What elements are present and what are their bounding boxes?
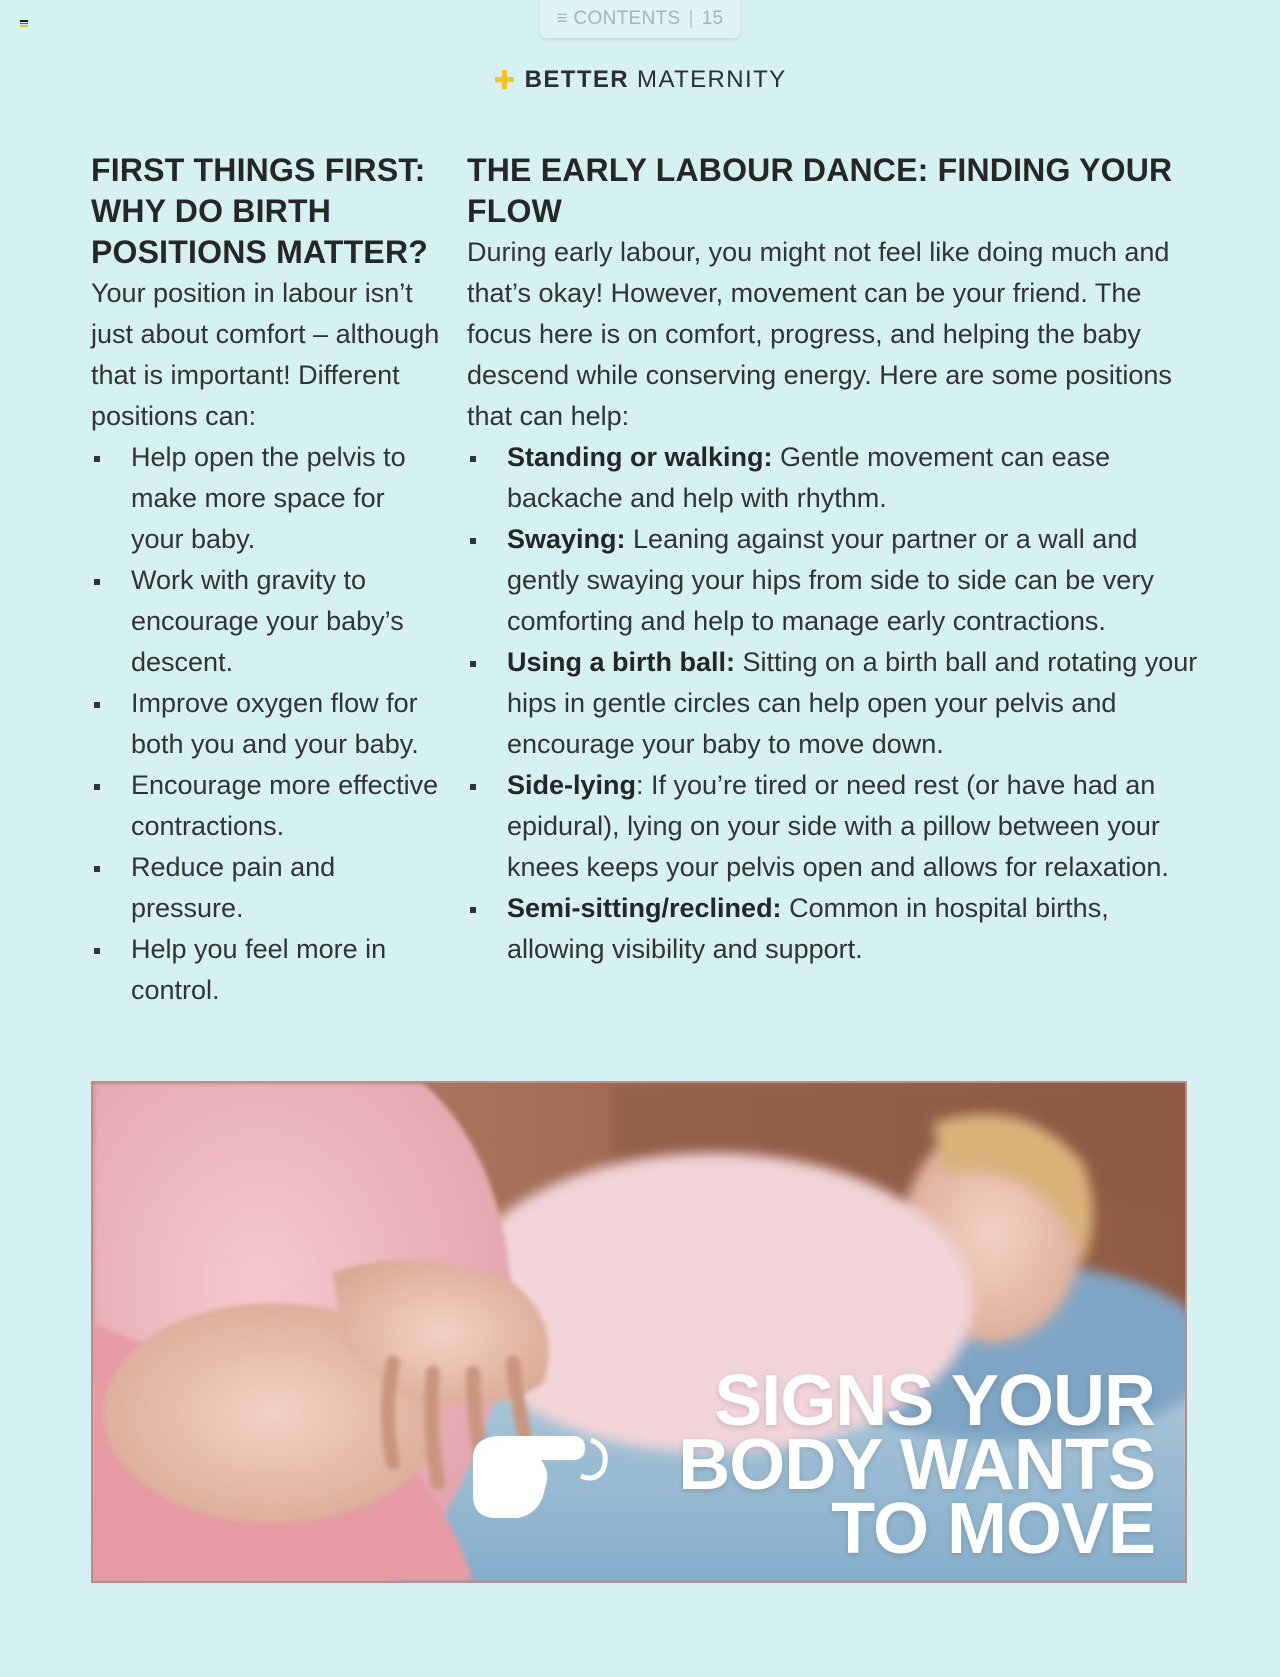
page-number: 15 [701,8,724,29]
list-item: Encourage more effective contractions. [91,765,443,847]
list-item: Help open the pelvis to make more space for your baby. [91,437,443,560]
bullet-text: Gentle movement can ease backache and help with rhythm. [507,442,1111,513]
feature-photo [91,1081,1187,1583]
list-item: Help you feel more in control. [91,929,443,1011]
right-intro: During early labour, you might not feel like doing much and that’s okay! However, movement can be your friend. The focus here is on comfort, progress, and helping the baby descend while conserving energy. Here are some positions that can help: [467,237,1172,431]
bullet-text: : If you’re tired or need rest (or have had an epidural), lying on your side with a pillow between your knees keeps your pelvis open and allows for relaxation. [507,770,1169,882]
flag-icon [20,20,28,27]
bullet-term: Semi-sitting/reclined: [507,893,782,923]
list-item [467,888,1207,970]
contents-label[interactable]: ≡ CONTENTS [556,8,681,29]
bullet-text: Common in hospital births, allowing visibility and support. [507,893,1109,964]
left-heading: FIRST THINGS FIRST: WHY DO BIRTH POSITIONS MATTER? [91,152,429,270]
brand-regular: MATERNITY [637,66,787,93]
left-intro: Your position in labour isn’t just about comfort – although that is important! Different positions can: [91,278,440,431]
headline-line: SIGNS YOUR [714,1361,1155,1441]
list-item [467,519,1207,642]
list-item [467,642,1207,765]
bullet-text: Sitting on a birth ball and rotating your hips in gentle circles can help open your pelvis and encourage your baby to move down. [507,647,1198,759]
bullet-term: Standing or walking: [507,442,773,472]
list-item: Reduce pain and pressure. [91,847,443,929]
right-column [467,150,1207,970]
list-item: Work with gravity to encourage your baby’s descent. [91,560,443,683]
brand-bold: BETTER [524,66,630,93]
left-bullet-list [91,437,443,1011]
headline-line: TO MOVE [831,1489,1155,1569]
bullet-text: Leaning against your partner or a wall and gently swaying your hips from side to side can be very comforting and help to manage early contractions. [507,524,1154,636]
contents-tab[interactable] [540,0,740,38]
left-column [91,150,443,1011]
bullet-term: Swaying: [507,524,626,554]
list-item [467,437,1207,519]
list-item [467,765,1207,888]
right-bullet-list [467,437,1207,970]
bullet-term: Side-lying [507,770,637,800]
right-heading: THE EARLY LABOUR DANCE: FINDING YOUR FLOW [467,152,1173,229]
brand-logo [0,66,1280,94]
list-item: Improve oxygen flow for both you and your baby. [91,683,443,765]
tab-divider: | [688,8,694,29]
pointing-hand-icon [463,1418,613,1528]
banner-headline [678,1361,1155,1569]
headline-line: BODY WANTS [678,1425,1155,1505]
plus-icon: ✚ [493,65,517,95]
bullet-term: Using a birth ball: [507,647,736,677]
